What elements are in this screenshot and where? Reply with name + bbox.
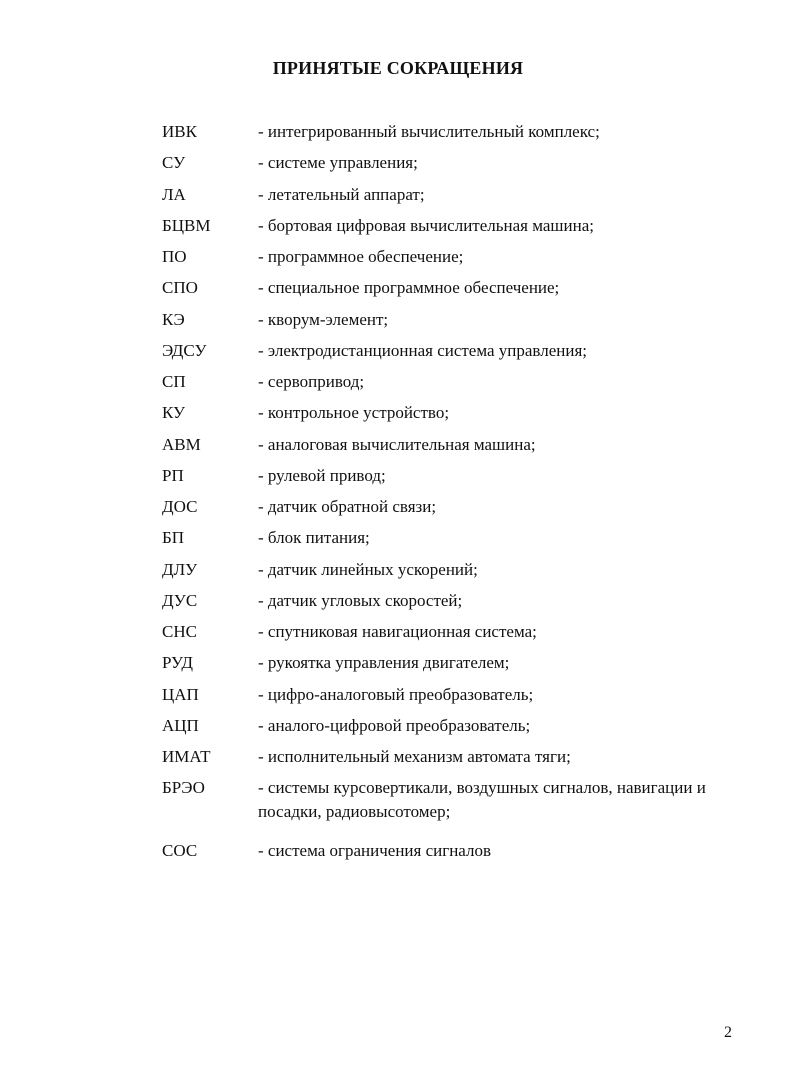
abbreviation-definition: - системы курсовертикали, воздушных сигналов, навигации и посадки, радиовысотомер; [258,778,706,822]
list-item [162,245,752,269]
abbreviation-term: РП [162,465,184,485]
abbreviation-list [162,120,752,871]
abbreviation-definition: - контрольное устройство; [258,403,450,423]
abbreviation-definition: - бортовая цифровая вычислительная машина; [258,215,594,235]
abbreviation-definition: - блок питания; [258,528,370,548]
abbreviation-definition: - специальное программное обеспечение; [258,278,560,298]
abbreviation-definition: - системе управления; [258,153,418,173]
abbreviation-definition: - кворум-элемент; [258,309,389,329]
abbreviation-term: СНС [162,622,197,641]
abbreviation-term: ЦАП [162,684,199,704]
list-item [162,839,752,863]
abbreviation-term: КЭ [162,309,185,329]
list-item [162,589,752,613]
list-item [162,745,752,769]
abbreviation-definition: - датчик угловых скоростей; [258,590,463,610]
list-item [162,495,752,519]
abbreviation-term: КУ [162,403,186,423]
abbreviation-definition: - цифро-аналоговый преобразователь; [258,684,534,704]
list-item [162,651,752,675]
abbreviation-definition: - спутниковая навигационная система; [258,622,537,641]
abbreviation-definition: - летательный аппарат; [258,184,425,204]
abbreviation-term: АЦП [162,715,199,735]
list-item [162,526,752,550]
abbreviation-term: БРЭО [162,778,205,798]
abbreviation-definition: - система ограничения сигналов [258,841,492,861]
abbreviation-term: СОС [162,841,198,861]
page-number: 2 [724,1024,732,1041]
list-item [162,339,752,363]
list-item [162,401,752,425]
abbreviation-term: АВМ [162,434,201,454]
abbreviation-term: ДЛУ [162,559,198,579]
list-item [162,276,752,300]
list-item [162,558,752,582]
abbreviation-term: ЛА [162,184,186,204]
abbreviation-term: ПО [162,247,187,266]
list-item [162,370,752,394]
abbreviation-term: РУД [162,653,193,673]
list-item [162,620,752,644]
list-item [162,183,752,207]
abbreviation-term: СУ [162,153,186,173]
abbreviation-term: ДУС [162,590,198,610]
list-item [162,433,752,457]
abbreviation-definition: - рулевой привод; [258,465,386,485]
abbreviation-definition: - аналоговая вычислительная машина; [258,434,536,454]
abbreviation-definition: - программное обеспечение; [258,247,464,266]
abbreviation-definition: - сервопривод; [258,372,365,391]
abbreviation-term: ИВК [162,122,197,141]
abbreviation-definition: - аналого-цифровой преобразователь; [258,715,531,735]
list-item [162,683,752,707]
abbreviation-term: БЦВМ [162,215,211,235]
abbreviation-term: СПО [162,278,198,298]
abbreviation-term: БП [162,528,185,548]
list-item [162,714,752,738]
list-item [162,776,752,824]
abbreviation-definition: - датчик обратной связи; [258,497,437,516]
list-item [162,120,752,144]
abbreviation-definition: - исполнительный механизм автомата тяги; [258,747,571,766]
abbreviation-definition: - рукоятка управления двигателем; [258,653,510,673]
list-item [162,151,752,175]
abbreviation-term: СП [162,372,186,391]
abbreviation-definition: - датчик линейных ускорений; [258,559,478,579]
abbreviation-definition: - интегрированный вычислительный комплекс; [258,122,600,141]
list-item [162,214,752,238]
abbreviation-term: ИМАТ [162,747,211,766]
abbreviation-term: ДОС [162,497,198,516]
abbreviation-definition: - электродистанционная система управления; [258,340,588,360]
list-item [162,308,752,332]
page-title: ПРИНЯТЫЕ СОКРАЩЕНИЯ [272,58,524,78]
list-item [162,464,752,488]
abbreviation-term: ЭДСУ [162,340,207,360]
